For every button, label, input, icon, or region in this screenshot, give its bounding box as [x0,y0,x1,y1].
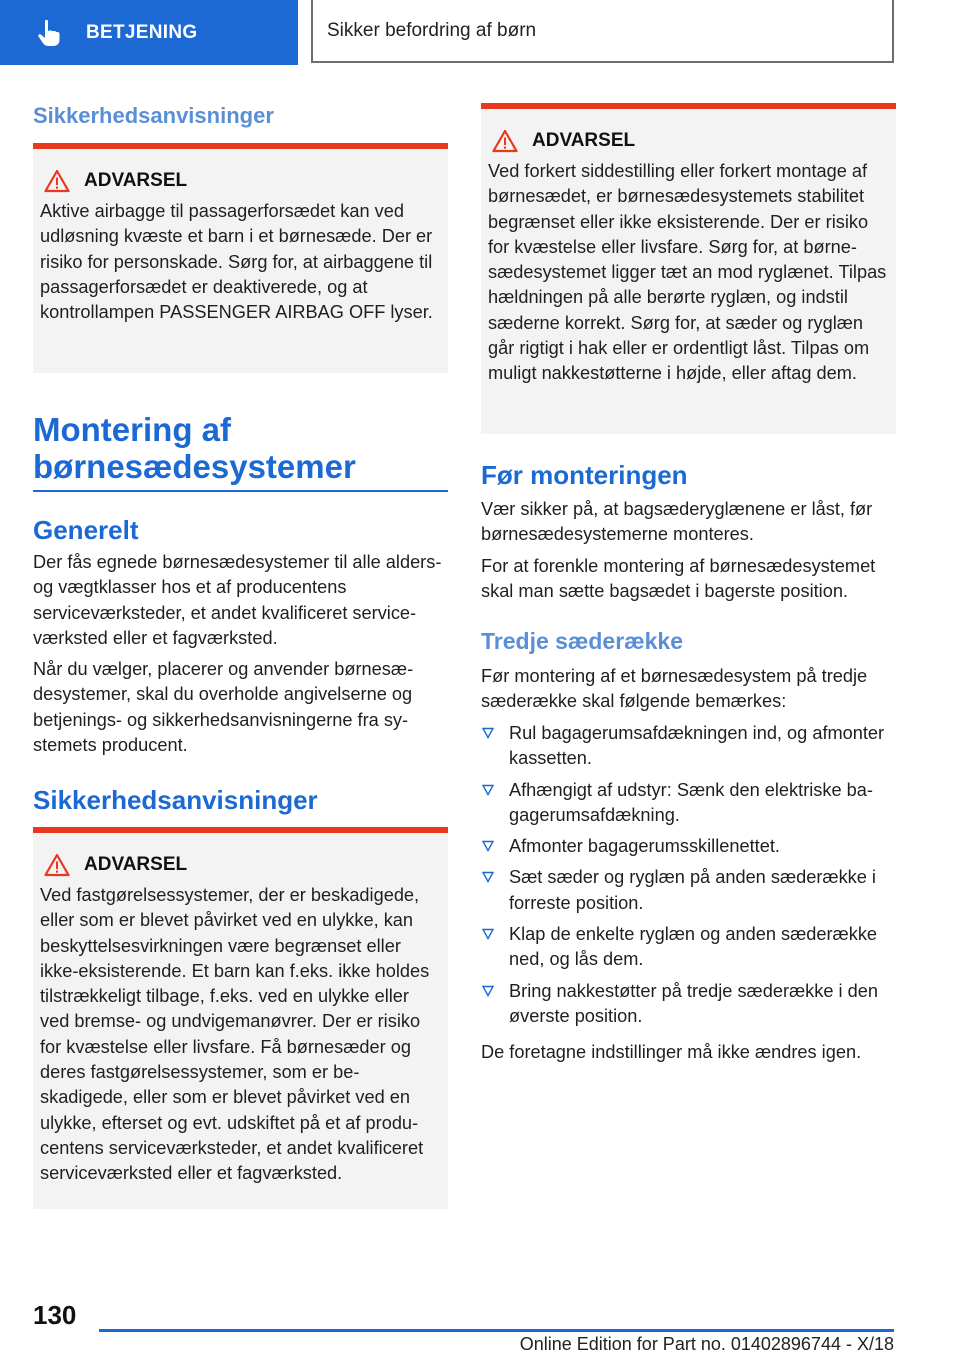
warning-triangle-icon [44,169,70,193]
list-item: Sæt sæder og ryglæn på anden sæderække i forreste position. [481,865,896,916]
pointing-hand-icon [36,18,66,48]
warning-text: Ved forkert siddestilling eller forkert montage af børnesædet, er børnesædesystemets stabilitet begrænset eller ikke eksisterende. Der er risiko for kvæstelse eller livsfare. Sørg for, at børnesædesystemet ligger tæt an mod ryglænet. Tilpas hældningen på alle berørte ryglæn, og indstil sæderne korrekt. Sørg for, at sæder og ryglæn går rigtigt i hak eller er ordentligt låst. Tilpas om muligt nakkestøtterne i højde, eller aftag dem. [488,161,887,384]
chapter-title: Sikker befordring af børn [311,0,894,63]
warning-text: Aktive airbagge til passagerforsædet kan ved udløsning kvæste et barn i et børnesæde. Der er risiko for personskade. Sørg for, at airbaggene til passagerforsædet er deaktiverede, og at kontrollampen PASSENGER AIRBAG OFF lyser. [40,201,433,323]
safety-heading-top: Sikkerhedsanvisninger [33,103,274,128]
safety-heading: Sikkerhedsanvisninger [33,785,318,815]
before-paragraph-1: Vær sikker på, at bagsæderyglænene er låst, før børnesædesystemerne monteres. [481,499,873,545]
bullet-triangle-icon [482,840,494,852]
heading-rule [33,490,448,492]
section-label: BETJENING [86,21,198,43]
list-item: Rul bagagerumsafdækningen ind, og afmonter kassetten. [481,721,896,772]
warning-label: ADVARSEL [532,130,636,151]
before-heading: Før monteringen [481,460,688,490]
warning-label: ADVARSEL [84,854,188,875]
warning-label: ADVARSEL [84,170,188,191]
third-row-heading: Tredje sæderække [481,628,684,654]
warning-triangle-icon [492,129,518,153]
bullet-triangle-icon [482,985,494,997]
edition-text: Online Edition for Part no. 01402896744 - X/18 [519,1334,894,1354]
bullet-triangle-icon [482,871,494,883]
warning-box-airbag [33,143,448,373]
main-heading [33,411,356,485]
footer-rule [99,1329,894,1332]
generelt-paragraph-2: Når du vælger, placerer og anvender børnesædesystemer, skal du overholde angivelserne og betjenings- og sikkerhedsanvisningerne fra systemets producent. [33,659,414,755]
warning-triangle-icon [44,853,70,877]
closing-note: De foretagne indstillinger må ikke ændres igen. [481,1042,862,1062]
main-heading-line1: Montering af [33,411,231,448]
before-paragraph-2: For at forenkle montering af børnesædesystemet skal man sætte bagsædet i bagerste position. [481,556,876,602]
section-tab[interactable] [0,0,298,65]
bullet-list [481,721,896,1035]
list-item: Afhængigt af udstyr: Sænk den elektriske bagagerumsafdækning. [481,778,896,829]
warning-text: Ved fastgørelsessystemer, der er beskadigede, eller som er blevet påvirket ved en ulykke, kan beskyttelsesvirkningen være begrænset eller ikke-eksisterende. Et barn kan f.eks. ikke holdes tilstrækkeligt tilbage, f.eks. ved en ulykke eller ved bremse- og undvigemanøvrer. Der er risiko for kvæstelse eller livsfare. Få børnesæder og deres fastgørelsessystemer, som er beskadigede, eller som er blevet påvirket ved en ulykke, efterset og evt. udskiftet på et af producentens serviceværksteder, et andet kvalificeret serviceværksted eller et fagværksted. [40,885,430,1184]
third-row-intro: Før montering af et børnesædesystem på tredje sæderække skal følgende bemærkes: [481,666,868,712]
page-number: 130 [33,1300,77,1330]
warning-box-position [481,103,896,434]
bullet-triangle-icon [482,784,494,796]
warning-box-fastening [33,827,448,1209]
main-heading-line2: børnesædesystemer [33,448,356,485]
list-item: Bring nakkestøtter på tredje sæderække i den øverste position. [481,979,896,1030]
bullet-triangle-icon [482,727,494,739]
generelt-paragraph-1: Der fås egnede børnesædesystemer til alle alders- og vægtklasser hos et af producentens serviceværksteder, et andet kvalificeret serviceværksted eller et fagværksted. [33,552,442,648]
list-item: Afmonter bagagerumsskillenettet. [481,834,896,859]
generelt-heading: Generelt [33,515,139,545]
bullet-triangle-icon [482,928,494,940]
list-item: Klap de enkelte ryglæn og anden sæderække ned, og lås dem. [481,922,896,973]
